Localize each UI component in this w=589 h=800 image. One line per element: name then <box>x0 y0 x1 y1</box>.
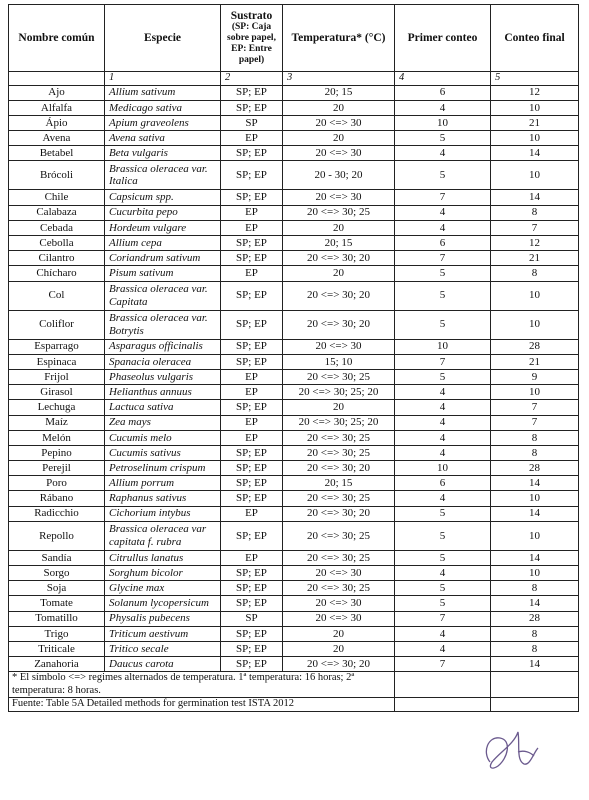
substrate-cell: EP <box>221 430 283 445</box>
table-row <box>9 354 579 369</box>
final-count-cell: 10 <box>491 281 579 310</box>
header-species: Especie <box>105 5 221 72</box>
temperature-cell: 20 <=> 30 <box>283 339 395 354</box>
first-count-cell: 5 <box>395 281 491 310</box>
footnote-spacer <box>491 672 579 698</box>
signature-icon <box>478 722 548 777</box>
first-count-cell: 5 <box>395 310 491 339</box>
species-cell: Cichorium intybus <box>105 506 221 521</box>
species-cell: Medicago sativa <box>105 100 221 115</box>
final-count-cell: 10 <box>491 491 579 506</box>
common-name-cell: Tomate <box>9 596 105 611</box>
final-count-cell: 14 <box>491 476 579 491</box>
table-row <box>9 236 579 251</box>
common-name-cell: Radicchio <box>9 506 105 521</box>
common-name-cell: Pepino <box>9 445 105 460</box>
first-count-cell: 4 <box>395 205 491 220</box>
substrate-cell: EP <box>221 506 283 521</box>
common-name-cell: Girasol <box>9 385 105 400</box>
common-name-cell: Ajo <box>9 85 105 100</box>
temperature-cell: 20 <=> 30; 25; 20 <box>283 385 395 400</box>
species-cell: Solanum lycopersicum <box>105 596 221 611</box>
temperature-cell: 20; 15 <box>283 236 395 251</box>
final-count-cell: 28 <box>491 461 579 476</box>
column-number: 5 <box>491 72 579 86</box>
substrate-cell: SP; EP <box>221 566 283 581</box>
substrate-cell: SP <box>221 115 283 130</box>
temperature-cell: 20 <=> 30; 25 <box>283 550 395 565</box>
substrate-cell: SP; EP <box>221 281 283 310</box>
common-name-cell: Coliflor <box>9 310 105 339</box>
table-row <box>9 626 579 641</box>
species-cell: Brassica oleracea var. Botrytis <box>105 310 221 339</box>
table-row <box>9 385 579 400</box>
table-row <box>9 131 579 146</box>
common-name-cell: Soja <box>9 581 105 596</box>
substrate-cell: SP; EP <box>221 310 283 339</box>
first-count-cell: 4 <box>395 626 491 641</box>
species-cell: Cucurbita pepo <box>105 205 221 220</box>
species-cell: Petroselinum crispum <box>105 461 221 476</box>
final-count-cell: 10 <box>491 521 579 550</box>
species-cell: Citrullus lanatus <box>105 550 221 565</box>
header-first-count: Primer conteo <box>395 5 491 72</box>
column-number: 1 <box>105 72 221 86</box>
species-cell: Pisum sativum <box>105 266 221 281</box>
temperature-cell: 20 <=> 30; 25 <box>283 445 395 460</box>
species-cell: Lactuca sativa <box>105 400 221 415</box>
substrate-cell: SP; EP <box>221 236 283 251</box>
final-count-cell: 10 <box>491 161 579 190</box>
final-count-cell: 14 <box>491 190 579 205</box>
table-row <box>9 85 579 100</box>
substrate-cell: SP; EP <box>221 521 283 550</box>
table-row <box>9 461 579 476</box>
table-row <box>9 266 579 281</box>
common-name-cell: Avena <box>9 131 105 146</box>
species-cell: Avena sativa <box>105 131 221 146</box>
common-name-cell: Alfalfa <box>9 100 105 115</box>
first-count-cell: 5 <box>395 161 491 190</box>
table-row <box>9 476 579 491</box>
first-count-cell: 10 <box>395 461 491 476</box>
substrate-cell: SP; EP <box>221 445 283 460</box>
species-cell: Coriandrum sativum <box>105 251 221 266</box>
substrate-cell: EP <box>221 266 283 281</box>
temperature-cell: 20 <=> 30 <box>283 190 395 205</box>
header-substrate <box>221 5 283 72</box>
substrate-cell: SP; EP <box>221 146 283 161</box>
temperature-cell: 20 <=> 30; 25 <box>283 369 395 384</box>
substrate-cell: SP; EP <box>221 339 283 354</box>
first-count-cell: 6 <box>395 236 491 251</box>
species-cell: Raphanus sativus <box>105 491 221 506</box>
final-count-cell: 10 <box>491 566 579 581</box>
substrate-cell: EP <box>221 550 283 565</box>
substrate-cell: EP <box>221 131 283 146</box>
first-count-cell: 7 <box>395 657 491 672</box>
temperature-cell: 20 <box>283 626 395 641</box>
table-row <box>9 100 579 115</box>
header-substrate-title: Sustrato <box>230 9 273 22</box>
substrate-cell: EP <box>221 385 283 400</box>
temperature-cell: 20 <=> 30 <box>283 596 395 611</box>
final-count-cell: 14 <box>491 550 579 565</box>
substrate-cell: EP <box>221 415 283 430</box>
first-count-cell: 4 <box>395 641 491 656</box>
species-cell: Tritico secale <box>105 641 221 656</box>
species-cell: Brassica oleracea var. Italica <box>105 161 221 190</box>
header-substrate-note: (SP: Caja sobre papel, EP: Entre papel) <box>227 21 276 65</box>
table-row <box>9 550 579 565</box>
common-name-cell: Repollo <box>9 521 105 550</box>
final-count-cell: 12 <box>491 236 579 251</box>
table-row <box>9 205 579 220</box>
final-count-cell: 8 <box>491 205 579 220</box>
species-cell: Asparagus officinalis <box>105 339 221 354</box>
germination-table <box>8 4 579 712</box>
first-count-cell: 6 <box>395 85 491 100</box>
source-spacer <box>491 698 579 712</box>
first-count-cell: 5 <box>395 131 491 146</box>
substrate-cell: SP; EP <box>221 161 283 190</box>
table-row <box>9 491 579 506</box>
species-cell: Zea mays <box>105 415 221 430</box>
table-row <box>9 161 579 190</box>
common-name-cell: Espinaca <box>9 354 105 369</box>
species-cell: Brassica oleracea var. Capitata <box>105 281 221 310</box>
source-spacer <box>395 698 491 712</box>
species-cell: Helianthus annuus <box>105 385 221 400</box>
temperature-cell: 20 - 30; 20 <box>283 161 395 190</box>
first-count-cell: 4 <box>395 415 491 430</box>
substrate-cell: SP; EP <box>221 476 283 491</box>
table-row <box>9 190 579 205</box>
first-count-cell: 4 <box>395 445 491 460</box>
temperature-cell: 20 <=> 30; 25; 20 <box>283 415 395 430</box>
first-count-cell: 5 <box>395 369 491 384</box>
source-note: Fuente: Table 5A Detailed methods for germination test ISTA 2012 <box>9 698 395 712</box>
temperature-cell: 20 <=> 30; 20 <box>283 461 395 476</box>
first-count-cell: 4 <box>395 400 491 415</box>
species-cell: Apium graveolens <box>105 115 221 130</box>
first-count-cell: 4 <box>395 491 491 506</box>
final-count-cell: 14 <box>491 506 579 521</box>
temperature-cell: 20 <box>283 220 395 235</box>
temperature-cell: 20 <box>283 100 395 115</box>
species-cell: Cucumis melo <box>105 430 221 445</box>
temperature-cell: 20 <=> 30 <box>283 146 395 161</box>
final-count-cell: 10 <box>491 100 579 115</box>
table-row <box>9 146 579 161</box>
species-cell: Allium sativum <box>105 85 221 100</box>
temperature-cell: 20; 15 <box>283 85 395 100</box>
table-row <box>9 415 579 430</box>
footnote: * El símbolo <=> regimes alternados de temperatura. 1ª temperatura: 16 horas; 2ª temperatura: 8 horas. <box>9 672 395 698</box>
first-count-cell: 5 <box>395 581 491 596</box>
common-name-cell: Tomatillo <box>9 611 105 626</box>
footnote-spacer <box>395 672 491 698</box>
first-count-cell: 7 <box>395 611 491 626</box>
substrate-cell: EP <box>221 369 283 384</box>
header-temperature: Temperatura* (°C) <box>283 5 395 72</box>
temperature-cell: 20 <=> 30; 25 <box>283 581 395 596</box>
first-count-cell: 10 <box>395 115 491 130</box>
final-count-cell: 8 <box>491 266 579 281</box>
first-count-cell: 5 <box>395 266 491 281</box>
temperature-cell: 20 <=> 30 <box>283 611 395 626</box>
common-name-cell: Perejil <box>9 461 105 476</box>
table-row <box>9 566 579 581</box>
first-count-cell: 6 <box>395 476 491 491</box>
final-count-cell: 21 <box>491 115 579 130</box>
temperature-cell: 20 <box>283 400 395 415</box>
common-name-cell: Cilantro <box>9 251 105 266</box>
final-count-cell: 9 <box>491 369 579 384</box>
species-cell: Brassica oleracea var capitata f. rubra <box>105 521 221 550</box>
table-row <box>9 310 579 339</box>
common-name-cell: Ápio <box>9 115 105 130</box>
substrate-cell: SP; EP <box>221 461 283 476</box>
final-count-cell: 28 <box>491 339 579 354</box>
first-count-cell: 4 <box>395 385 491 400</box>
species-cell: Phaseolus vulgaris <box>105 369 221 384</box>
table-row <box>9 581 579 596</box>
substrate-cell: EP <box>221 205 283 220</box>
final-count-cell: 10 <box>491 131 579 146</box>
column-number: 3 <box>283 72 395 86</box>
substrate-cell: SP; EP <box>221 641 283 656</box>
final-count-cell: 7 <box>491 415 579 430</box>
substrate-cell: SP <box>221 611 283 626</box>
substrate-cell: SP; EP <box>221 596 283 611</box>
table-row <box>9 596 579 611</box>
temperature-cell: 20 <=> 30; 20 <box>283 657 395 672</box>
document <box>8 4 578 712</box>
first-count-cell: 4 <box>395 146 491 161</box>
final-count-cell: 14 <box>491 657 579 672</box>
table-row <box>9 657 579 672</box>
common-name-cell: Chile <box>9 190 105 205</box>
substrate-cell: SP; EP <box>221 100 283 115</box>
temperature-cell: 20 <=> 30; 20 <box>283 281 395 310</box>
temperature-cell: 20 <=> 30 <box>283 115 395 130</box>
final-count-cell: 28 <box>491 611 579 626</box>
common-name-cell: Esparrago <box>9 339 105 354</box>
table-row <box>9 339 579 354</box>
common-name-cell: Brócoli <box>9 161 105 190</box>
first-count-cell: 5 <box>395 550 491 565</box>
column-number: 4 <box>395 72 491 86</box>
species-cell: Beta vulgaris <box>105 146 221 161</box>
common-name-cell: Sandía <box>9 550 105 565</box>
species-cell: Hordeum vulgare <box>105 220 221 235</box>
temperature-cell: 20 <=> 30; 25 <box>283 491 395 506</box>
common-name-cell: Calabaza <box>9 205 105 220</box>
final-count-cell: 8 <box>491 445 579 460</box>
species-cell: Sorghum bicolor <box>105 566 221 581</box>
substrate-cell: SP; EP <box>221 354 283 369</box>
temperature-cell: 20 <box>283 131 395 146</box>
column-number-blank <box>9 72 105 86</box>
final-count-cell: 10 <box>491 385 579 400</box>
common-name-cell: Rábano <box>9 491 105 506</box>
final-count-cell: 21 <box>491 354 579 369</box>
table-row <box>9 369 579 384</box>
common-name-cell: Zanahoria <box>9 657 105 672</box>
final-count-cell: 8 <box>491 641 579 656</box>
first-count-cell: 5 <box>395 506 491 521</box>
final-count-cell: 8 <box>491 626 579 641</box>
table-row <box>9 506 579 521</box>
first-count-cell: 7 <box>395 354 491 369</box>
table-row <box>9 281 579 310</box>
table-row <box>9 521 579 550</box>
substrate-cell: SP; EP <box>221 581 283 596</box>
common-name-cell: Triticale <box>9 641 105 656</box>
substrate-cell: SP; EP <box>221 626 283 641</box>
species-cell: Spanacia oleracea <box>105 354 221 369</box>
common-name-cell: Cebada <box>9 220 105 235</box>
species-cell: Capsicum spp. <box>105 190 221 205</box>
table-row <box>9 641 579 656</box>
first-count-cell: 7 <box>395 251 491 266</box>
temperature-cell: 15; 10 <box>283 354 395 369</box>
final-count-cell: 12 <box>491 85 579 100</box>
table-row <box>9 445 579 460</box>
species-cell: Allium porrum <box>105 476 221 491</box>
species-cell: Allium cepa <box>105 236 221 251</box>
common-name-cell: Sorgo <box>9 566 105 581</box>
final-count-cell: 7 <box>491 400 579 415</box>
common-name-cell: Betabel <box>9 146 105 161</box>
substrate-cell: SP; EP <box>221 251 283 266</box>
substrate-cell: SP; EP <box>221 400 283 415</box>
table-row <box>9 400 579 415</box>
table-row <box>9 115 579 130</box>
table-row <box>9 220 579 235</box>
table-row <box>9 251 579 266</box>
table-row <box>9 430 579 445</box>
temperature-cell: 20 <=> 30; 25 <box>283 521 395 550</box>
first-count-cell: 4 <box>395 566 491 581</box>
species-cell: Physalis pubecens <box>105 611 221 626</box>
temperature-cell: 20; 15 <box>283 476 395 491</box>
species-cell: Glycine max <box>105 581 221 596</box>
substrate-cell: SP; EP <box>221 190 283 205</box>
first-count-cell: 5 <box>395 596 491 611</box>
temperature-cell: 20 <box>283 266 395 281</box>
column-number: 2 <box>221 72 283 86</box>
final-count-cell: 8 <box>491 581 579 596</box>
temperature-cell: 20 <=> 30; 20 <box>283 310 395 339</box>
first-count-cell: 4 <box>395 100 491 115</box>
temperature-cell: 20 <=> 30 <box>283 566 395 581</box>
substrate-cell: SP; EP <box>221 85 283 100</box>
common-name-cell: Maíz <box>9 415 105 430</box>
common-name-cell: Cebolla <box>9 236 105 251</box>
first-count-cell: 4 <box>395 430 491 445</box>
substrate-cell: SP; EP <box>221 657 283 672</box>
common-name-cell: Frijol <box>9 369 105 384</box>
common-name-cell: Lechuga <box>9 400 105 415</box>
table-body <box>9 85 579 672</box>
temperature-cell: 20 <=> 30; 25 <box>283 430 395 445</box>
header-final-count: Conteo final <box>491 5 579 72</box>
first-count-cell: 4 <box>395 220 491 235</box>
final-count-cell: 14 <box>491 596 579 611</box>
temperature-cell: 20 <=> 30; 20 <box>283 251 395 266</box>
first-count-cell: 5 <box>395 521 491 550</box>
species-cell: Daucus carota <box>105 657 221 672</box>
final-count-cell: 8 <box>491 430 579 445</box>
temperature-cell: 20 <=> 30; 20 <box>283 506 395 521</box>
first-count-cell: 7 <box>395 190 491 205</box>
substrate-cell: SP; EP <box>221 491 283 506</box>
species-cell: Triticum aestivum <box>105 626 221 641</box>
final-count-cell: 7 <box>491 220 579 235</box>
species-cell: Cucumis sativus <box>105 445 221 460</box>
common-name-cell: Col <box>9 281 105 310</box>
substrate-cell: EP <box>221 220 283 235</box>
common-name-cell: Trigo <box>9 626 105 641</box>
final-count-cell: 21 <box>491 251 579 266</box>
table-row <box>9 611 579 626</box>
common-name-cell: Poro <box>9 476 105 491</box>
temperature-cell: 20 <box>283 641 395 656</box>
final-count-cell: 14 <box>491 146 579 161</box>
temperature-cell: 20 <=> 30; 25 <box>283 205 395 220</box>
header-common-name: Nombre común <box>9 5 105 72</box>
first-count-cell: 10 <box>395 339 491 354</box>
common-name-cell: Chícharo <box>9 266 105 281</box>
final-count-cell: 10 <box>491 310 579 339</box>
common-name-cell: Melón <box>9 430 105 445</box>
